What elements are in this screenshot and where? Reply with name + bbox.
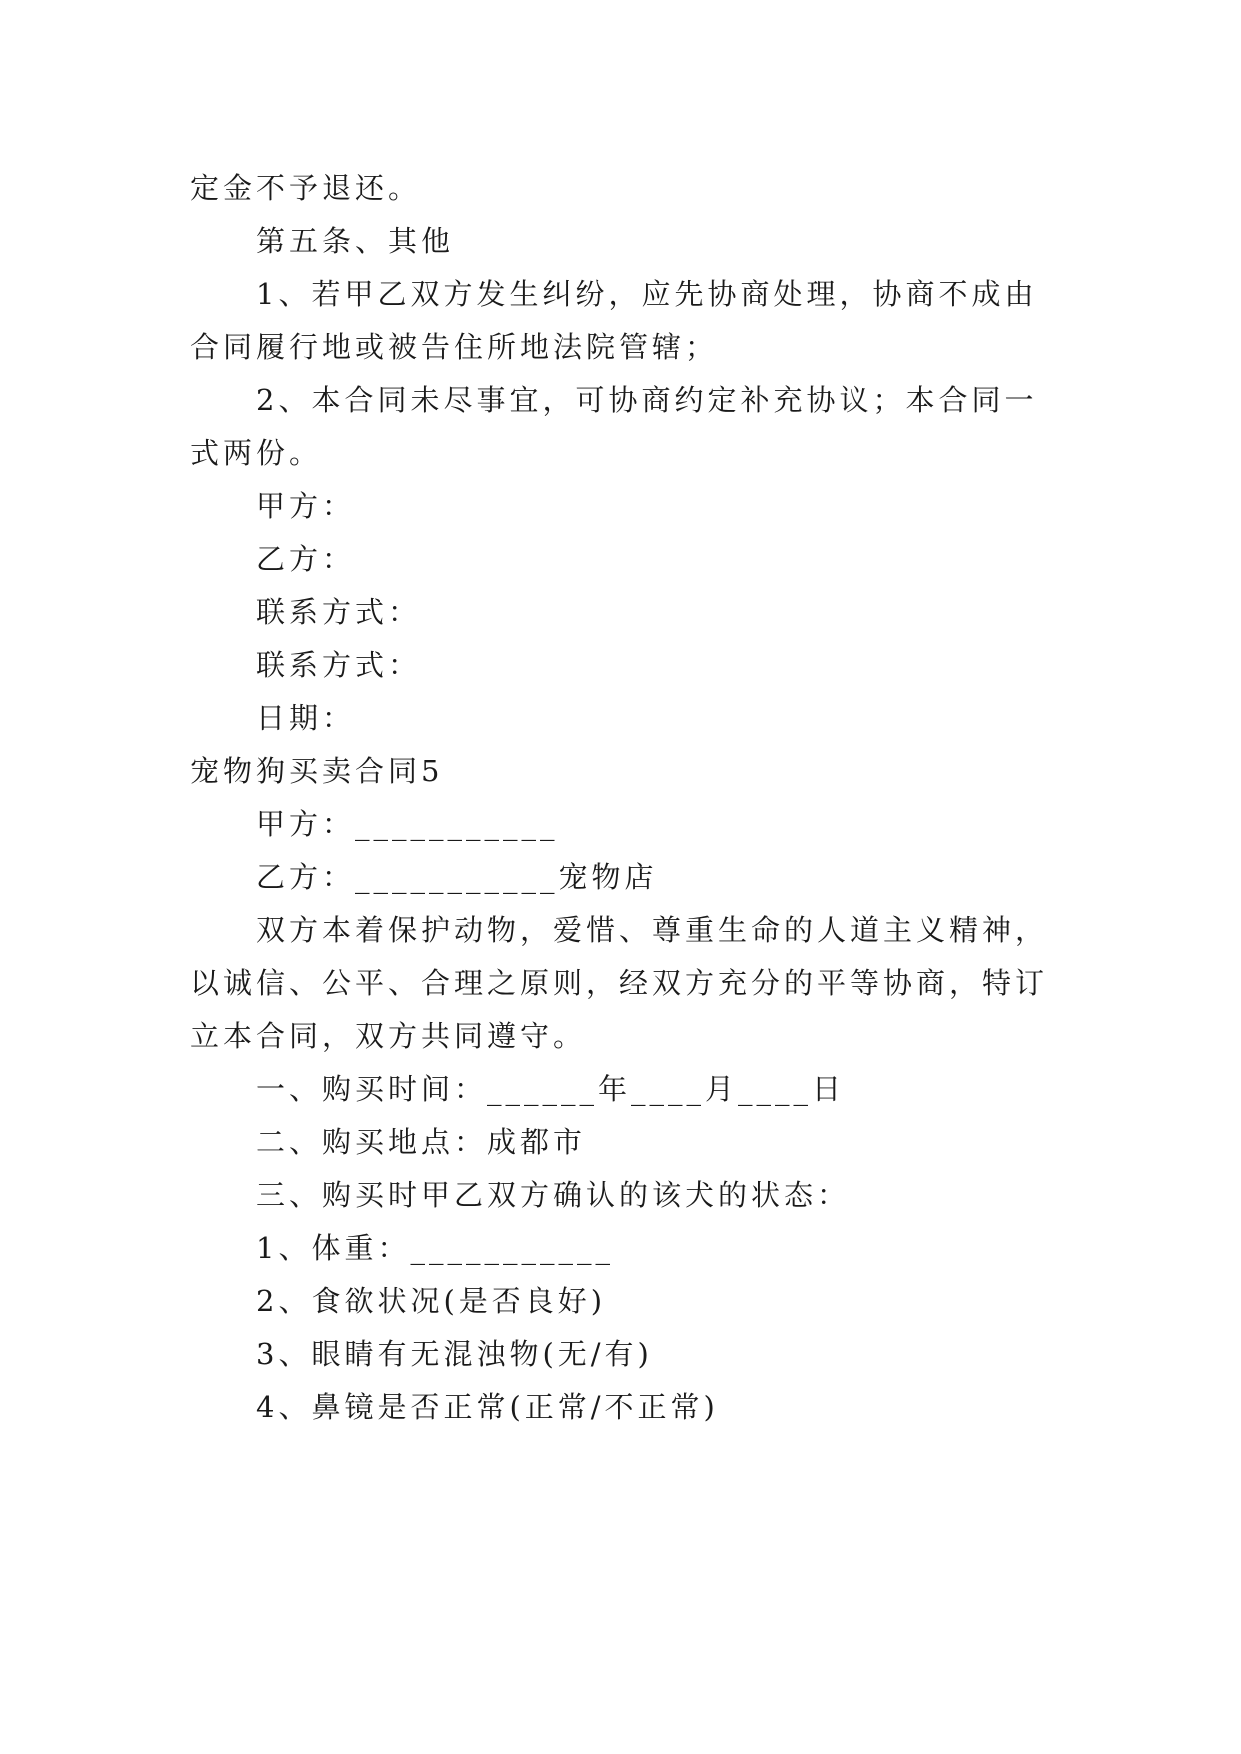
text-line: 1、若甲乙双方发生纠纷，应先协商处理，协商不成由 bbox=[256, 277, 1038, 311]
party-a-field: 甲方：___________ bbox=[256, 807, 559, 841]
text-line: 立本合同，双方共同遵守。 bbox=[190, 1019, 587, 1053]
party-b-field: 乙方：___________宠物店 bbox=[256, 860, 658, 894]
party-b-label: 乙方： bbox=[256, 542, 356, 576]
party-a-label: 甲方： bbox=[256, 489, 356, 523]
text-line: 以诚信、公平、合理之原则，经双方充分的平等协商，特订 bbox=[190, 966, 1049, 1000]
appetite-item: 2、食欲状况(是否良好) bbox=[256, 1284, 607, 1318]
weight-field: 1、体重：___________ bbox=[256, 1231, 614, 1265]
dog-status-heading: 三、购买时甲乙双方确认的该犬的状态： bbox=[256, 1178, 851, 1212]
contract-title: 宠物狗买卖合同5 bbox=[190, 754, 444, 788]
section-heading: 第五条、其他 bbox=[256, 224, 455, 258]
text-line: 双方本着保护动物，爱惜、尊重生命的人道主义精神， bbox=[256, 913, 1049, 947]
contact-label: 联系方式： bbox=[256, 648, 422, 682]
text-line: 式两份。 bbox=[190, 436, 323, 470]
text-line: 2、本合同未尽事宜，可协商约定补充协议；本合同一 bbox=[256, 383, 1038, 417]
date-label: 日期： bbox=[256, 701, 356, 735]
eye-item: 3、眼睛有无混浊物(无/有) bbox=[256, 1337, 653, 1371]
contact-label: 联系方式： bbox=[256, 595, 422, 629]
text-line: 合同履行地或被告住所地法院管辖； bbox=[190, 330, 719, 364]
purchase-place: 二、购买地点：成都市 bbox=[256, 1125, 587, 1159]
purchase-time: 一、购买时间：______年____月____日 bbox=[256, 1072, 846, 1106]
nose-item: 4、鼻镜是否正常(正常/不正常) bbox=[256, 1390, 719, 1424]
text-line: 定金不予退还。 bbox=[190, 171, 422, 205]
